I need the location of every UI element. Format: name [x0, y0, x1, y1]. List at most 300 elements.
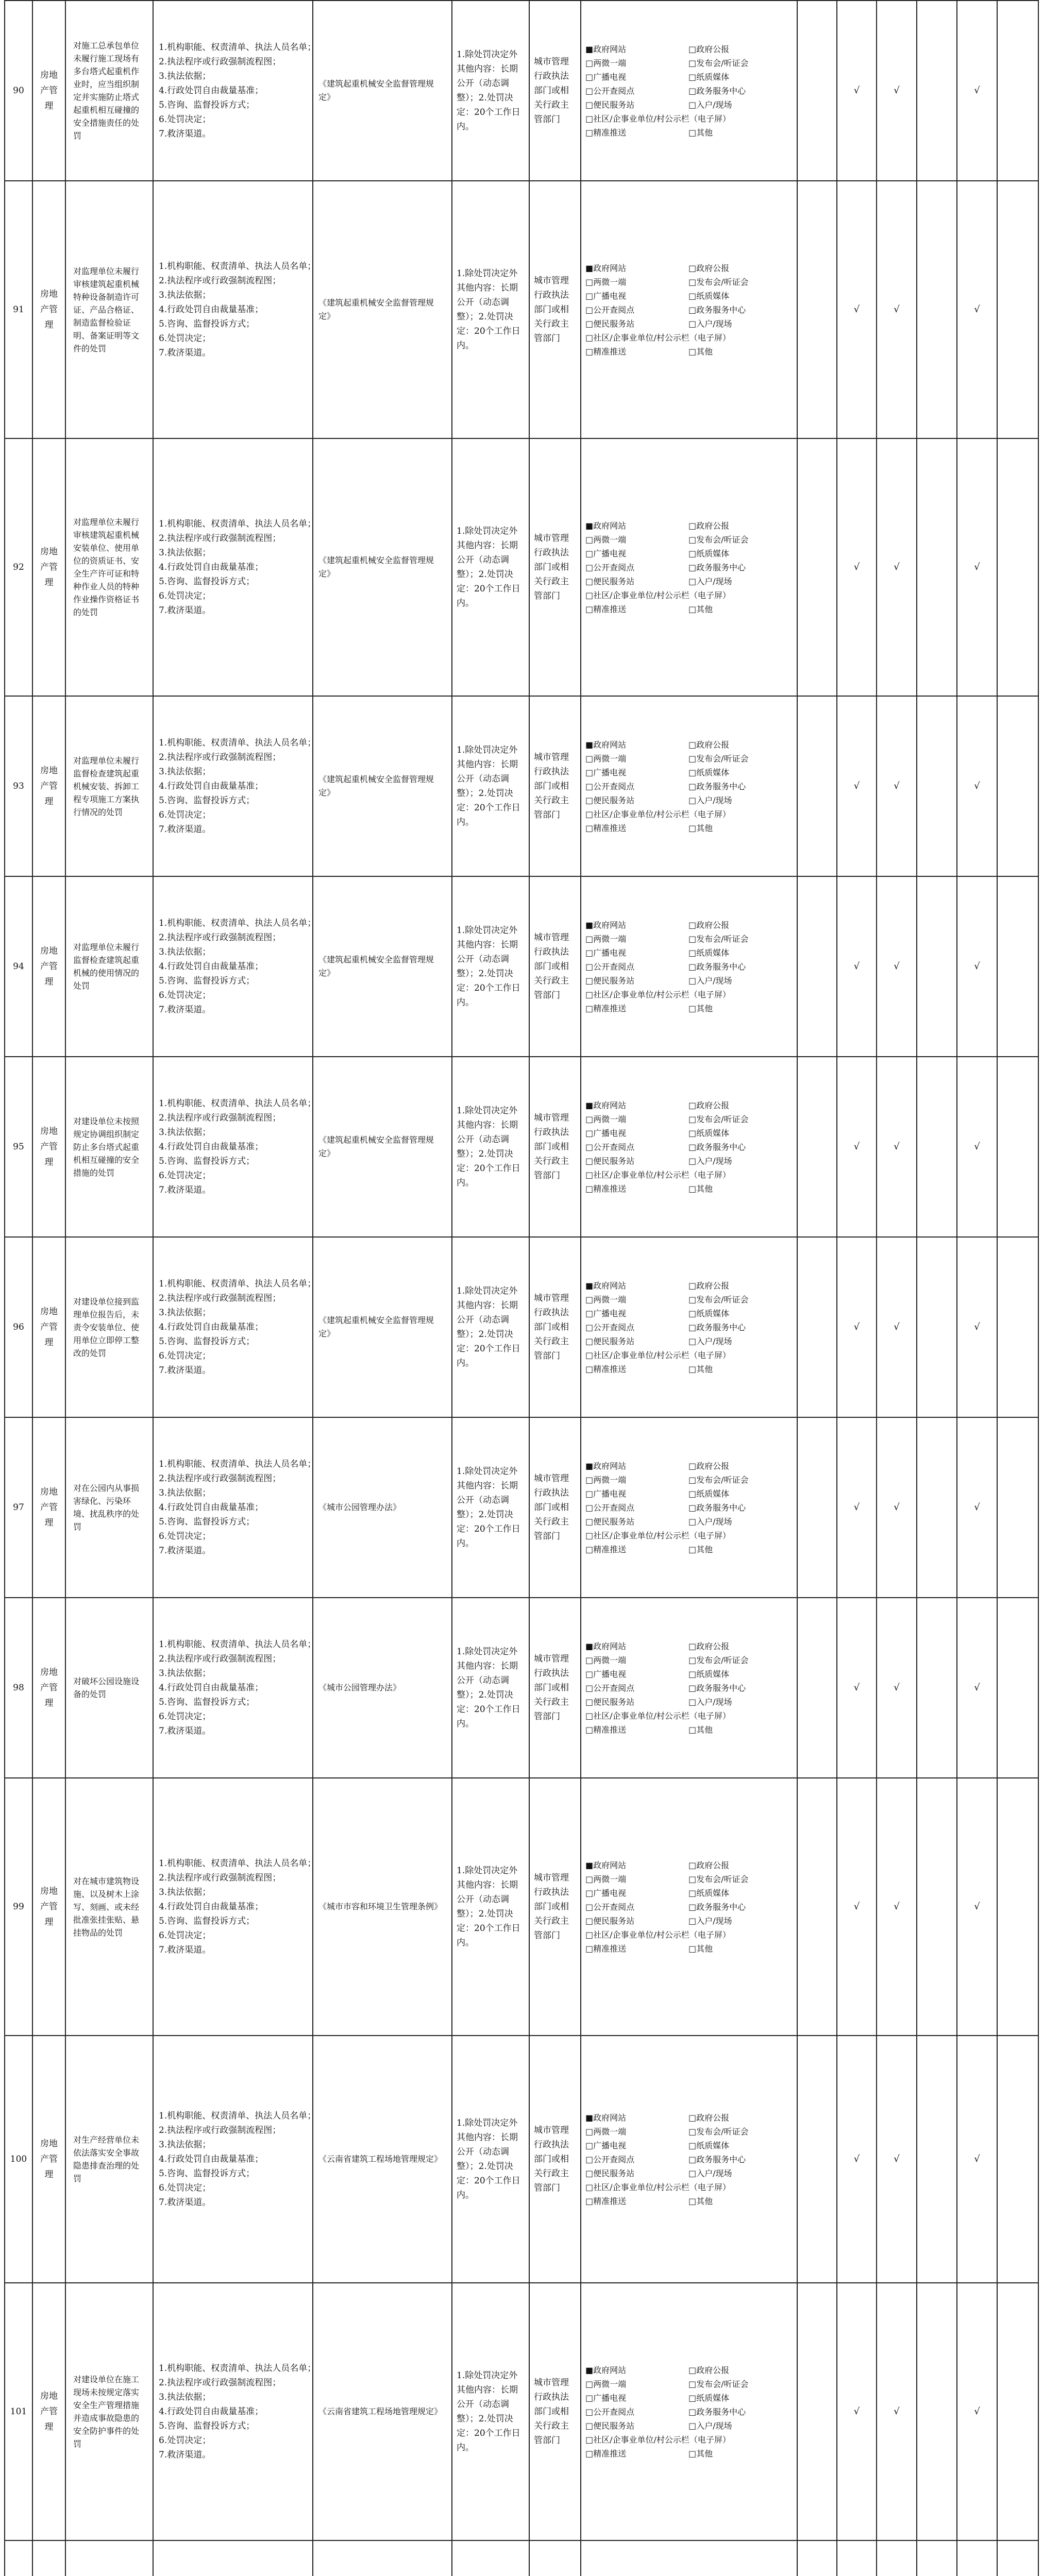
check-cell — [997, 2283, 1038, 2540]
channel-option: □政务服务中心 — [688, 86, 746, 96]
channel-line — [585, 519, 793, 533]
channel-line — [585, 2139, 793, 2153]
content-line: 6.处罚决定； — [159, 114, 211, 125]
channel-line — [585, 1872, 793, 1886]
content-line: 1.机构职能、权责清单、执法人员名单； — [159, 1279, 316, 1289]
channel-option: □其他 — [688, 1943, 713, 1954]
content-line: 4.行政处罚自由裁量基准； — [159, 1902, 264, 1912]
channel-line — [585, 918, 793, 932]
domain-cell: 房地产管理 — [32, 1237, 65, 1417]
table-body — [5, 1, 1038, 2576]
content-line: 3.执法依据； — [159, 2140, 211, 2150]
channel-line — [585, 2377, 793, 2391]
check-cell: √ — [877, 696, 917, 876]
channel-line — [585, 738, 793, 752]
row-number: 94 — [5, 876, 32, 1057]
channel-line — [585, 1501, 793, 1515]
content-line: 4.行政处罚自由裁量基准； — [159, 1142, 264, 1152]
check-cell: √ — [837, 876, 877, 1057]
item-cell — [65, 2540, 153, 2576]
channel-line — [585, 1653, 793, 1667]
item-cell: 对建设单位接到监理单位报告后，未责令安装单位、使用单位立即停工整改的处罚 — [65, 1237, 153, 1417]
content-line: 2.执法程序或行政强制流程图； — [159, 2125, 281, 2136]
content-line: 1.机构职能、权责清单、执法人员名单； — [159, 2111, 316, 2121]
channel-option: ■政府网站 — [585, 44, 627, 54]
content-line: 7.救济渠道。 — [159, 1005, 211, 1015]
time-cell — [452, 2540, 529, 2576]
check-cell — [797, 1237, 837, 1417]
channel-line — [585, 1279, 793, 1293]
channel-option: □发布会/听证会 — [688, 1475, 749, 1485]
subject-cell: 城市管理行政执法部门或相关行政主管部门 — [529, 1237, 581, 1417]
channel-option: □便民服务站 — [585, 2420, 635, 2431]
channel-option: □便民服务站 — [585, 99, 635, 110]
row-number — [5, 2540, 32, 2576]
check-cell — [797, 438, 837, 696]
channel-option: □发布会/听证会 — [688, 1874, 749, 1884]
channel-option: □政务服务中心 — [688, 2406, 746, 2417]
channel-line — [585, 779, 793, 793]
channel-line — [585, 2433, 793, 2447]
domain-cell: 房地产管理 — [32, 2283, 65, 2540]
channel-line — [585, 1293, 793, 1307]
channel-line — [585, 1681, 793, 1695]
channel-option: □社区/企事业单位/村公示栏（电子屏） — [585, 1710, 731, 1721]
check-cell — [917, 2283, 957, 2540]
channel-option: □发布会/听证会 — [688, 277, 749, 287]
content-cell — [153, 181, 316, 438]
channel-option: □社区/企事业单位/村公示栏（电子屏） — [585, 2434, 731, 2445]
channel-cell — [581, 2036, 797, 2283]
channel-option: □政务服务中心 — [688, 1902, 746, 1912]
basis-cell: 《建筑起重机械安全监督管理规定》 — [313, 696, 452, 876]
check-cell: √ — [837, 1417, 877, 1598]
time-cell: 1.除处罚决定外其他内容：长期公开（动态调整）；2.处罚决定：20个工作日内。 — [452, 696, 529, 876]
channel-option: □广播电视 — [585, 1128, 627, 1138]
channel-option: ■政府网站 — [585, 1280, 627, 1291]
subject-cell: 城市管理行政执法部门或相关行政主管部门 — [529, 2036, 581, 2283]
channel-line — [585, 2153, 793, 2166]
channel-option: □政务服务中心 — [688, 304, 746, 315]
subject-cell: 城市管理行政执法部门或相关行政主管部门 — [529, 438, 581, 696]
check-cell — [997, 1417, 1038, 1598]
channel-line — [585, 303, 793, 317]
domain-cell: 房地产管理 — [32, 876, 65, 1057]
item-cell: 对破坏公园设施设备的处罚 — [65, 1598, 153, 1778]
channel-option: □其他 — [688, 1724, 713, 1735]
channel-line — [585, 1168, 793, 1182]
check-cell: √ — [877, 181, 917, 438]
domain-cell: 房地产管理 — [32, 438, 65, 696]
check-cell: √ — [837, 696, 877, 876]
check-cell: √ — [837, 1057, 877, 1237]
content-line: 5.咨询、监督投诉方式； — [159, 976, 255, 986]
content-line: 1.机构职能、权责清单、执法人员名单； — [159, 1858, 316, 1869]
check-cell — [917, 2036, 957, 2283]
check-cell: √ — [877, 1057, 917, 1237]
content-line: 5.咨询、监督投诉方式； — [159, 1156, 255, 1166]
domain-cell: 房地产管理 — [32, 1417, 65, 1598]
check-cell: √ — [957, 1057, 997, 1237]
channel-option: □入户/现场 — [688, 2420, 732, 2431]
channel-line — [585, 1307, 793, 1320]
channel-line — [585, 588, 793, 602]
channel-option: □社区/企事业单位/村公示栏（电子屏） — [585, 2182, 731, 2192]
channel-line — [585, 98, 793, 112]
content-line: 1.机构职能、权责清单、执法人员名单； — [159, 1098, 316, 1109]
check-cell — [997, 1778, 1038, 2036]
check-cell: √ — [957, 438, 997, 696]
content-line: 2.执法程序或行政强制流程图； — [159, 1473, 281, 1484]
content-line: 3.执法依据； — [159, 290, 211, 300]
check-cell — [917, 438, 957, 696]
time-cell: 1.除处罚决定外其他内容：长期公开（动态调整）；2.处罚决定：20个工作日内。 — [452, 2036, 529, 2283]
content-line: 4.行政处罚自由裁量基准； — [159, 961, 264, 972]
channel-option: □精准推送 — [585, 823, 627, 833]
row-number: 101 — [5, 2283, 32, 2540]
check-cell: √ — [877, 2036, 917, 2283]
time-cell: 1.除处罚决定外其他内容：长期公开（动态调整）；2.处罚决定：20个工作日内。 — [452, 1057, 529, 1237]
channel-option: □公开查阅点 — [585, 1142, 635, 1152]
channel-option: □便民服务站 — [585, 1516, 635, 1527]
channel-line — [585, 793, 793, 807]
channel-option: □社区/企事业单位/村公示栏（电子屏） — [585, 809, 731, 819]
content-cell — [153, 1778, 316, 2036]
channel-option: □入户/现场 — [688, 2168, 732, 2178]
channel-option: ■政府网站 — [585, 1860, 627, 1870]
content-line: 2.执法程序或行政强制流程图； — [159, 276, 281, 286]
content-line: 1.机构职能、权责清单、执法人员名单； — [159, 918, 316, 928]
channel-line — [585, 574, 793, 588]
check-cell: √ — [837, 2036, 877, 2283]
channel-option: ■政府网站 — [585, 2365, 627, 2375]
check-cell — [917, 1417, 957, 1598]
check-cell — [797, 2283, 837, 2540]
channel-option: □两微一端 — [585, 58, 627, 68]
domain-cell: 房地产管理 — [32, 1057, 65, 1237]
channel-option: □发布会/听证会 — [688, 1294, 749, 1304]
channel-cell — [581, 1778, 797, 2036]
channel-line — [585, 1515, 793, 1529]
channel-option: □公开查阅点 — [585, 1902, 635, 1912]
basis-cell: 《建筑起重机械安全监督管理规定》 — [313, 438, 452, 696]
item-cell: 对在城市建筑物设施、以及树木上涂写、刻画、或未经批准张挂张贴、悬挂物品的处罚 — [65, 1778, 153, 2036]
channel-option: □政务服务中心 — [688, 1683, 746, 1693]
check-cell — [997, 1, 1038, 181]
check-cell: √ — [877, 1417, 917, 1598]
check-cell — [997, 696, 1038, 876]
content-line: 4.行政处罚自由裁量基准； — [159, 1502, 264, 1513]
check-cell — [797, 1778, 837, 2036]
check-cell — [837, 2540, 877, 2576]
check-cell: √ — [957, 181, 997, 438]
check-cell — [917, 1, 957, 181]
subject-cell: 城市管理行政执法部门或相关行政主管部门 — [529, 1417, 581, 1598]
content-line: 2.执法程序或行政强制流程图； — [159, 1293, 281, 1303]
check-cell: √ — [957, 1598, 997, 1778]
channel-option: □政府公报 — [688, 1280, 730, 1291]
content-line: 4.行政处罚自由裁量基准； — [159, 86, 264, 96]
basis-cell: 《建筑起重机械安全监督管理规定》 — [313, 1, 452, 181]
channel-option: □便民服务站 — [585, 1697, 635, 1707]
item-cell: 对在公园内从事损害绿化、污染环境、扰乱秩序的处罚 — [65, 1417, 153, 1598]
channel-option: □入户/现场 — [688, 318, 732, 329]
channel-cell — [581, 181, 797, 438]
channel-option: □政务服务中心 — [688, 1142, 746, 1152]
channel-line — [585, 317, 793, 331]
check-cell: √ — [877, 1237, 917, 1417]
item-cell: 对监理单位未履行监督检查建筑起重机械的使用情况的处罚 — [65, 876, 153, 1057]
content-cell — [153, 2283, 316, 2540]
channel-option: ■政府网站 — [585, 2112, 627, 2123]
channel-line — [585, 1914, 793, 1928]
channel-option: □广播电视 — [585, 548, 627, 558]
channel-option: □纸质媒体 — [688, 947, 730, 958]
channel-option: □入户/现场 — [688, 1697, 732, 1707]
check-cell — [917, 1778, 957, 2036]
content-line: 2.执法程序或行政强制流程图； — [159, 1654, 281, 1664]
content-line: 1.机构职能、权责清单、执法人员名单； — [159, 519, 316, 529]
channel-line — [585, 1320, 793, 1334]
channel-line — [585, 56, 793, 70]
channel-line — [585, 1112, 793, 1126]
channel-option: □纸质媒体 — [688, 1488, 730, 1499]
channel-option: □精准推送 — [585, 127, 627, 138]
channel-line — [585, 2391, 793, 2405]
channel-option: □公开查阅点 — [585, 2154, 635, 2164]
content-line: 2.执法程序或行政强制流程图； — [159, 533, 281, 544]
channel-option: □政府公报 — [688, 1100, 730, 1110]
channel-option: □其他 — [688, 1183, 713, 1194]
content-line: 7.救济渠道。 — [159, 1945, 211, 1955]
check-cell: √ — [877, 2283, 917, 2540]
channel-cell — [581, 1417, 797, 1598]
channel-option: □精准推送 — [585, 1544, 627, 1554]
channel-option: □两微一端 — [585, 2379, 627, 2389]
subject-cell: 城市管理行政执法部门或相关行政主管部门 — [529, 1598, 581, 1778]
check-cell: √ — [877, 1, 917, 181]
channel-option: ■政府网站 — [585, 1100, 627, 1110]
time-cell: 1.除处罚决定外其他内容：长期公开（动态调整）；2.处罚决定：20个工作日内。 — [452, 1237, 529, 1417]
channel-option: □政府公报 — [688, 2112, 730, 2123]
channel-line — [585, 2363, 793, 2377]
content-line: 1.机构职能、权责清单、执法人员名单； — [159, 261, 316, 272]
channel-cell — [581, 696, 797, 876]
check-cell — [877, 2540, 917, 2576]
subject-cell: 城市管理行政执法部门或相关行政主管部门 — [529, 1778, 581, 2036]
channel-option: □纸质媒体 — [688, 1669, 730, 1679]
content-line: 4.行政处罚自由裁量基准； — [159, 304, 264, 315]
channel-option: □便民服务站 — [585, 318, 635, 329]
channel-cell — [581, 1, 797, 181]
channel-option: □广播电视 — [585, 1669, 627, 1679]
channel-line — [585, 2447, 793, 2461]
content-line: 6.处罚决定； — [159, 2183, 211, 2193]
channel-line — [585, 2125, 793, 2139]
channel-option: □其他 — [688, 2448, 713, 2459]
content-line: 7.救济渠道。 — [159, 1365, 211, 1376]
channel-option: □广播电视 — [585, 1308, 627, 1318]
content-cell — [153, 876, 316, 1057]
content-line: 1.机构职能、权责清单、执法人员名单； — [159, 2363, 316, 2374]
channel-cell — [581, 1057, 797, 1237]
channel-line — [585, 1723, 793, 1737]
content-line: 5.咨询、监督投诉方式； — [159, 319, 255, 329]
item-cell: 对建设单位在施工现场未按规定落实安全生产管理措施并造成事故隐患的安全防护事件的处罚 — [65, 2283, 153, 2540]
basis-cell: 《建筑起重机械安全监督管理规定》 — [313, 1057, 452, 1237]
channel-line — [585, 946, 793, 960]
channel-option: □入户/现场 — [688, 975, 732, 986]
table-row — [5, 1598, 1038, 1778]
channel-line — [585, 1334, 793, 1348]
channel-option: □两微一端 — [585, 934, 627, 944]
content-line: 6.处罚决定； — [159, 1930, 211, 1941]
channel-line — [585, 261, 793, 275]
content-cell — [153, 1, 316, 181]
channel-option: □政府公报 — [688, 44, 730, 54]
domain-cell — [32, 2540, 65, 2576]
channel-option: □其他 — [688, 346, 713, 357]
channel-option: □两微一端 — [585, 534, 627, 545]
content-line: 4.行政处罚自由裁量基准； — [159, 781, 264, 791]
time-cell: 1.除处罚决定外其他内容：长期公开（动态调整）；2.处罚决定：20个工作日内。 — [452, 438, 529, 696]
channel-option: □其他 — [688, 1003, 713, 1013]
item-cell: 对监理单位未履行审核建筑起重机械特种设备制造许可证、产品合格证、制造监督检验证明、备案证明等文件的处罚 — [65, 181, 153, 438]
channel-option: □其他 — [688, 2196, 713, 2206]
check-cell — [797, 1, 837, 181]
table-row — [5, 2036, 1038, 2283]
channel-line — [585, 2180, 793, 2194]
content-line: 1.机构职能、权责清单、执法人员名单； — [159, 1639, 316, 1650]
check-cell — [917, 1598, 957, 1778]
channel-option: □发布会/听证会 — [688, 934, 749, 944]
domain-cell: 房地产管理 — [32, 1, 65, 181]
content-line: 5.咨询、监督投诉方式； — [159, 1697, 255, 1707]
channel-line — [585, 561, 793, 574]
content-line: 3.执法依据； — [159, 71, 211, 81]
channel-line — [585, 1348, 793, 1362]
check-cell: √ — [837, 2283, 877, 2540]
basis-cell: 《建筑起重机械安全监督管理规定》 — [313, 181, 452, 438]
channel-option: □发布会/听证会 — [688, 1114, 749, 1124]
check-cell: √ — [957, 2036, 997, 2283]
channel-option: □便民服务站 — [585, 1156, 635, 1166]
check-cell: √ — [877, 876, 917, 1057]
row-number: 90 — [5, 1, 32, 181]
content-cell — [153, 696, 316, 876]
channel-line — [585, 974, 793, 988]
content-line: 3.执法依据； — [159, 947, 211, 957]
channel-option: □广播电视 — [585, 2393, 627, 2403]
check-cell: √ — [957, 1237, 997, 1417]
channel-option: □政务服务中心 — [688, 781, 746, 791]
channel-option: □精准推送 — [585, 1183, 627, 1194]
content-line: 7.救济渠道。 — [159, 1546, 211, 1556]
channel-option: □政府公报 — [688, 1641, 730, 1651]
content-line: 3.执法依据； — [159, 1127, 211, 1138]
content-line: 5.咨询、监督投诉方式； — [159, 2421, 255, 2431]
check-cell — [917, 876, 957, 1057]
check-cell — [997, 181, 1038, 438]
channel-cell — [581, 876, 797, 1057]
channel-line — [585, 2194, 793, 2208]
basis-cell: 《城市公园管理办法》 — [313, 1598, 452, 1778]
check-cell: √ — [957, 2283, 997, 2540]
content-line: 7.救济渠道。 — [159, 1185, 211, 1195]
channel-option: □两微一端 — [585, 1655, 627, 1665]
content-line: 3.执法依据； — [159, 1308, 211, 1318]
check-cell — [917, 181, 957, 438]
table-row — [5, 438, 1038, 696]
channel-line — [585, 2166, 793, 2180]
channel-line — [585, 1154, 793, 1168]
channel-option: □精准推送 — [585, 346, 627, 357]
channel-option: □其他 — [688, 823, 713, 833]
content-line: 3.执法依据； — [159, 548, 211, 558]
channel-option: ■政府网站 — [585, 1461, 627, 1471]
channel-option: □其他 — [688, 604, 713, 614]
channel-option: □便民服务站 — [585, 1916, 635, 1926]
basis-cell: 《城市市容和环境卫生管理条例》 — [313, 1778, 452, 2036]
channel-option: □其他 — [688, 127, 713, 138]
check-cell: √ — [957, 696, 997, 876]
channel-line — [585, 1473, 793, 1487]
channel-line — [585, 1126, 793, 1140]
channel-option: □入户/现场 — [688, 795, 732, 805]
channel-option: □便民服务站 — [585, 576, 635, 586]
content-line: 4.行政处罚自由裁量基准； — [159, 2406, 264, 2417]
channel-option: □精准推送 — [585, 2196, 627, 2206]
content-line: 5.咨询、监督投诉方式； — [159, 1916, 255, 1926]
channel-option: □入户/现场 — [688, 1156, 732, 1166]
channel-line — [585, 289, 793, 303]
channel-option: ■政府网站 — [585, 739, 627, 750]
channel-option: □入户/现场 — [688, 1516, 732, 1527]
channel-option: □政府公报 — [688, 739, 730, 750]
basis-cell: 《建筑起重机械安全监督管理规定》 — [313, 1237, 452, 1417]
channel-option: □两微一端 — [585, 1294, 627, 1304]
channel-option: ■政府网站 — [585, 1641, 627, 1651]
channel-cell — [581, 2283, 797, 2540]
channel-option: □社区/企事业单位/村公示栏（电子屏） — [585, 332, 731, 343]
content-line: 3.执法依据； — [159, 1668, 211, 1679]
table-row — [5, 1417, 1038, 1598]
content-line: 1.机构职能、权责清单、执法人员名单； — [159, 42, 316, 53]
channel-line — [585, 1858, 793, 1872]
channel-option: □广播电视 — [585, 72, 627, 82]
channel-option: □广播电视 — [585, 291, 627, 301]
time-cell: 1.除处罚决定外其他内容：长期公开（动态调整）；2.处罚决定：20个工作日内。 — [452, 181, 529, 438]
subject-cell: 城市管理行政执法部门或相关行政主管部门 — [529, 696, 581, 876]
channel-option: □便民服务站 — [585, 795, 635, 805]
time-cell: 1.除处罚决定外其他内容：长期公开（动态调整）；2.处罚决定：20个工作日内。 — [452, 1778, 529, 2036]
content-line: 6.处罚决定； — [159, 1171, 211, 1181]
time-cell: 1.除处罚决定外其他内容：长期公开（动态调整）；2.处罚决定：20个工作日内。 — [452, 1, 529, 181]
channel-line — [585, 1487, 793, 1501]
channel-option: □政府公报 — [688, 1461, 730, 1471]
check-cell — [997, 2540, 1038, 2576]
check-cell — [917, 2540, 957, 2576]
check-cell — [997, 1598, 1038, 1778]
channel-option: □两微一端 — [585, 277, 627, 287]
channel-option: □便民服务站 — [585, 975, 635, 986]
check-cell — [797, 1598, 837, 1778]
channel-line — [585, 1529, 793, 1543]
content-cell — [153, 2540, 313, 2576]
content-line: 3.执法依据； — [159, 2392, 211, 2402]
channel-option: □两微一端 — [585, 2126, 627, 2137]
channel-option: □公开查阅点 — [585, 961, 635, 972]
